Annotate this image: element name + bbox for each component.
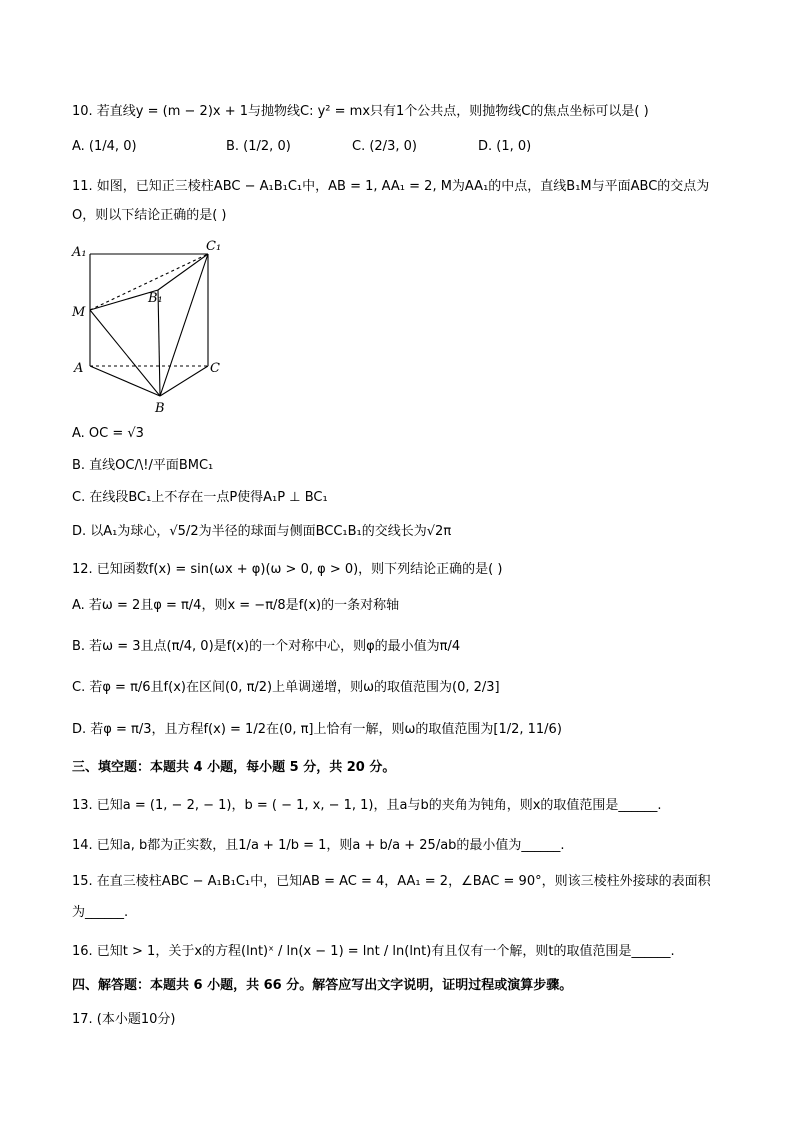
edge-mb: [90, 310, 160, 396]
edge-bc1: [160, 254, 208, 396]
label-b1: B₁: [148, 291, 163, 306]
label-c: C: [210, 361, 220, 376]
label-m: M: [72, 305, 86, 320]
q11-option-d: D. 以A₁为球心，√5/2为半径的球面与侧面BCC₁B₁的交线长为√2π: [72, 524, 452, 539]
q17: 17. (本小题10分): [72, 1012, 176, 1027]
q10-option-c: C. (2/3, 0): [352, 139, 417, 154]
q10-option-a: A. (1/4, 0): [72, 139, 137, 154]
q10-option-b: B. (1/2, 0): [226, 139, 291, 154]
q16: 16. 已知t > 1，关于x的方程(lnt)ˣ / ln(x − 1) = lnt / ln(lnt)有且仅有一个解，则t的取值范围是______.: [72, 944, 675, 959]
edge-bc: [160, 366, 208, 396]
q12-stem: 12. 已知函数f(x) = sin(ωx + φ)(ω > 0, φ > 0)，则下列结论正确的是( ): [72, 562, 503, 577]
label-a1: A₁: [72, 245, 87, 260]
q12-option-b: B. 若ω = 3且点(π/4, 0)是f(x)的一个对称中心，则φ的最小值为π/4: [72, 639, 461, 654]
q14: 14. 已知a, b都为正实数，且1/a + 1/b = 1，则a + b/a + 25/ab的最小值为______.: [72, 838, 565, 853]
label-b: B: [155, 401, 165, 416]
q10-stem: 10. 若直线y = (m − 2)x + 1与抛物线C: y² = mx只有1个公共点，则抛物线C的焦点坐标可以是( ): [72, 104, 649, 119]
q11-option-a: A. OC = √3: [72, 426, 144, 441]
q10-option-d: D. (1, 0): [478, 139, 532, 154]
q11-stem-line1: 11. 如图，已知正三棱柱ABC − A₁B₁C₁中，AB = 1, AA₁ = 2, M为AA₁的中点，直线B₁M与平面ABC的交点为: [72, 179, 710, 194]
q15-line1: 15. 在直三棱柱ABC − A₁B₁C₁中，已知AB = AC = 4，AA₁ = 2，∠BAC = 90°，则该三棱柱外接球的表面积: [72, 874, 711, 889]
label-a: A: [74, 361, 84, 376]
section-4-heading: 四、解答题：本题共 6 小题，共 66 分。解答应写出文字说明，证明过程或演算步骤。: [72, 978, 573, 993]
q12-option-a: A. 若ω = 2且φ = π/4，则x = −π/8是f(x)的一条对称轴: [72, 598, 400, 613]
q15-line2: 为______.: [72, 905, 129, 920]
prism-figure: [66, 236, 236, 416]
q11-option-c: C. 在线段BC₁上不存在一点P使得A₁P ⊥ BC₁: [72, 490, 328, 505]
section-3-heading: 三、填空题：本题共 4 小题，每小题 5 分，共 20 分。: [72, 760, 396, 775]
q11-option-b: B. 直线OC/\!/平面BMC₁: [72, 458, 214, 473]
q11-stem-line2: O，则以下结论正确的是( ): [72, 208, 227, 223]
q13: 13. 已知a = (1, − 2, − 1)，b = ( − 1, x, − 1, 1)，且a与b的夹角为钝角，则x的取值范围是______.: [72, 798, 662, 813]
q12-option-c: C. 若φ = π/6且f(x)在区间(0, π/2)上单调递增，则ω的取值范围为(0, 2/3]: [72, 680, 500, 695]
edge-b1c1: [158, 254, 208, 290]
label-c1: C₁: [206, 239, 222, 254]
q12-option-d: D. 若φ = π/3，且方程f(x) = 1/2在(0, π]上恰有一解，则ω的取值范围为[1/2, 11/6): [72, 722, 562, 737]
edge-ab: [90, 366, 160, 396]
